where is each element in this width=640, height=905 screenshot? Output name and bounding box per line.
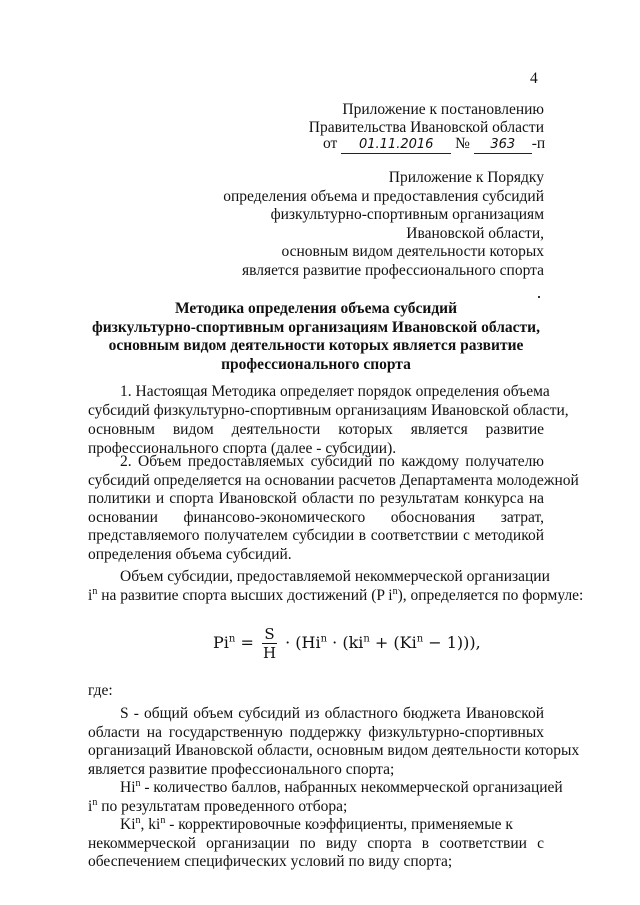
sup-n: n	[135, 814, 141, 826]
formula-intro	[88, 568, 584, 606]
definition-line: некоммерческой организации по виду спорта в соответствии с	[88, 834, 544, 852]
definition-line	[88, 777, 563, 798]
paragraph-line: основным видом деятельности которых является развитие	[88, 421, 544, 438]
appendix-order-line: является развитие профессионального спорта	[241, 261, 544, 279]
paragraph-line: субсидий определяется на основании расчетов Департамента молодежной	[88, 471, 579, 489]
scan-speck	[538, 296, 540, 298]
appendix-order-line: Ивановской области,	[406, 224, 544, 242]
var-i: i	[88, 587, 93, 604]
equals-sign: =	[240, 633, 254, 652]
subsidy-formula	[213, 625, 481, 662]
fraction-numerator: S	[264, 625, 275, 643]
paragraph-line: представляемого получателем субсидии в соответствии с методикой	[88, 527, 544, 544]
definition-line: организаций Ивановской области, основным видом деятельности которых	[88, 742, 580, 759]
paragraph-line: профессионального спорта (далее - субсидии).	[88, 440, 397, 457]
formula-part: + (Ki	[369, 633, 417, 652]
formula-part: − 1))),	[423, 633, 481, 652]
appendix-order-line: Приложение к Порядку	[388, 169, 544, 186]
definition-text: по результатам проведенного отбора;	[97, 797, 348, 815]
sup-n: n	[363, 633, 370, 645]
definition-line: обеспечением специфических условий по виду спорта;	[88, 853, 453, 870]
handwritten-date: 01.11.2016	[341, 137, 451, 154]
from-label: от	[323, 135, 338, 152]
paragraph-line: 1. Настоящая Методика определяет порядок определения объема	[120, 383, 550, 400]
paragraph-line: политики и спорта Ивановской области по результатам конкурса на	[88, 490, 544, 507]
definition-k	[88, 816, 544, 872]
page-number: 4	[530, 70, 538, 87]
var-ki-upper: Ki	[120, 816, 136, 833]
paragraph-line: основании финансово-экономического обоснования затрат,	[88, 508, 544, 526]
sup-n: n	[160, 814, 166, 826]
definition-line: области на государственную поддержку физкультурно-спортивных	[88, 723, 544, 741]
formula-lhs: Pi	[213, 633, 229, 652]
paragraph-line: 2. Объем предоставляемых субсидий по каждому получателю	[120, 453, 544, 470]
sup-n: n	[228, 633, 236, 645]
formula-intro-line1: Объем субсидии, предоставляемой некоммерческой организации	[120, 568, 550, 585]
resolution-date-number-line	[323, 135, 545, 154]
paragraph-2	[88, 453, 579, 564]
definition-line: S - общий объем субсидий из областного бюджета Ивановской	[120, 705, 544, 722]
appendix-order-block	[223, 169, 544, 280]
sup-n: n	[92, 585, 98, 597]
intro-text-end: ), определяется по формуле:	[397, 587, 584, 604]
formula-part: · (Hi	[285, 633, 321, 652]
paragraph-line: определения объема субсидий.	[88, 545, 292, 563]
var-ki-lower: ki	[148, 816, 161, 833]
var-hi: Hi	[120, 779, 136, 796]
paragraph-1	[88, 383, 569, 459]
appendix-order-line: физкультурно-спортивным организациям	[270, 206, 544, 223]
comma: ,	[140, 816, 149, 833]
fraction-denominator: H	[262, 644, 277, 662]
sup-n: n	[416, 633, 424, 645]
var-i: i	[88, 797, 93, 815]
sup-n: n	[392, 585, 398, 597]
appendix-resolution-line1: Приложение к постановлению	[342, 101, 544, 118]
title-line: физкультурно-спортивным организациям Ивановской области,	[92, 318, 540, 336]
appendix-resolution-line2: Правительства Ивановской области	[308, 119, 544, 136]
definition-text: - корректировочные коэффициенты, применяемые к	[165, 816, 513, 833]
formula-part: · (ki	[327, 633, 364, 652]
sup-n: n	[135, 777, 141, 789]
paragraph-line: субсидий физкультурно-спортивным организациям Ивановской области,	[88, 402, 569, 419]
handwritten-number: 363	[474, 137, 532, 154]
sup-n: n	[92, 796, 98, 808]
title-line: Методика определения объема субсидий	[174, 300, 458, 317]
definition-s	[88, 705, 580, 779]
title-line: профессионального спорта	[221, 355, 411, 373]
intro-text: на развитие спорта высших достижений (P i	[97, 587, 393, 604]
where-label: где:	[88, 682, 113, 699]
definition-text: - количество баллов, набранных некоммерческой организацией	[140, 779, 563, 796]
definition-line: является развитие профессионального спорта;	[88, 760, 395, 778]
number-suffix: -п	[531, 135, 546, 152]
sup-n: n	[320, 633, 328, 645]
definition-line	[88, 798, 544, 817]
number-sign: №	[455, 135, 470, 152]
appendix-order-line: основным видом деятельности которых	[281, 243, 544, 260]
fraction-s-over-h	[261, 625, 278, 662]
definition-hi	[88, 777, 563, 816]
appendix-order-line: определения объема и предоставления субсидий	[223, 187, 544, 205]
formula-intro-line2	[88, 585, 584, 606]
title-line: основным видом деятельности которых является развитие	[108, 337, 524, 354]
document-title	[88, 300, 544, 374]
definition-line	[88, 816, 544, 835]
